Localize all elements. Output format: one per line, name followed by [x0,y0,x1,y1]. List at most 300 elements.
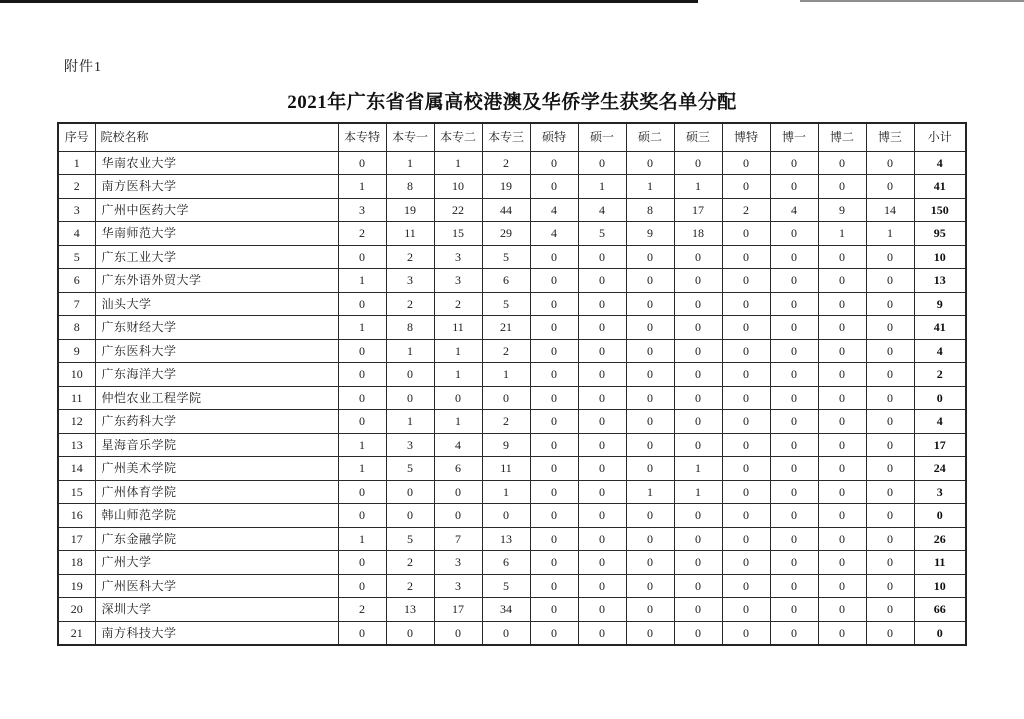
count-value: 0 [674,363,722,387]
table-row [58,598,966,622]
subtotal-value: 41 [914,316,966,340]
count-value: 1 [338,457,386,481]
count-value: 0 [866,151,914,175]
count-value: 5 [482,574,530,598]
count-value: 0 [866,433,914,457]
count-value: 1 [338,316,386,340]
count-value: 7 [434,527,482,551]
school-name: 南方医科大学 [95,175,338,199]
count-value: 0 [578,410,626,434]
subtotal-value: 0 [914,386,966,410]
row-number: 2 [58,175,95,199]
count-value: 0 [626,269,674,293]
count-value: 3 [386,269,434,293]
count-value: 2 [338,222,386,246]
count-value: 0 [866,574,914,598]
count-value: 0 [722,433,770,457]
count-value: 0 [578,433,626,457]
column-header-11: 博特 [722,123,770,151]
count-value: 0 [674,245,722,269]
count-value: 3 [434,245,482,269]
school-name: 广东药科大学 [95,410,338,434]
school-name: 广东外语外贸大学 [95,269,338,293]
subtotal-value: 24 [914,457,966,481]
count-value: 13 [386,598,434,622]
count-value: 0 [530,151,578,175]
count-value: 0 [530,386,578,410]
count-value: 5 [578,222,626,246]
school-name: 广州大学 [95,551,338,575]
row-number: 20 [58,598,95,622]
table-row [58,339,966,363]
count-value: 0 [818,457,866,481]
table-row [58,245,966,269]
count-value: 0 [674,504,722,528]
count-value: 0 [866,527,914,551]
table-row [58,480,966,504]
count-value: 0 [722,245,770,269]
count-value: 0 [626,363,674,387]
count-value: 17 [434,598,482,622]
count-value: 0 [386,363,434,387]
count-value: 2 [434,292,482,316]
school-name: 广州体育学院 [95,480,338,504]
count-value: 6 [482,551,530,575]
count-value: 0 [434,386,482,410]
count-value: 0 [530,410,578,434]
count-value: 1 [866,222,914,246]
count-value: 0 [722,292,770,316]
count-value: 0 [770,551,818,575]
column-header-2: 院校名称 [95,123,338,151]
count-value: 0 [530,574,578,598]
table-row [58,410,966,434]
count-value: 0 [338,245,386,269]
count-value: 1 [338,527,386,551]
count-value: 1 [674,480,722,504]
count-value: 0 [626,551,674,575]
count-value: 0 [338,504,386,528]
count-value: 1 [386,339,434,363]
count-value: 5 [386,457,434,481]
subtotal-value: 10 [914,574,966,598]
count-value: 0 [338,410,386,434]
count-value: 0 [578,316,626,340]
count-value: 2 [386,574,434,598]
column-header-4: 本专一 [386,123,434,151]
count-value: 0 [818,245,866,269]
count-value: 3 [434,269,482,293]
count-value: 0 [770,363,818,387]
count-value: 0 [770,480,818,504]
scan-artifact-top-right [800,0,1024,2]
count-value: 0 [818,175,866,199]
count-value: 0 [818,598,866,622]
count-value: 0 [866,316,914,340]
subtotal-value: 4 [914,410,966,434]
table-body [58,151,966,645]
count-value: 0 [530,598,578,622]
count-value: 13 [482,527,530,551]
count-value: 2 [722,198,770,222]
count-value: 3 [434,574,482,598]
count-value: 0 [530,504,578,528]
count-value: 0 [386,504,434,528]
table-row [58,527,966,551]
count-value: 5 [482,245,530,269]
table-row [58,386,966,410]
attachment-label: 附件1 [64,60,102,75]
column-header-1: 序号 [58,123,95,151]
count-value: 0 [770,386,818,410]
subtotal-value: 26 [914,527,966,551]
count-value: 0 [818,527,866,551]
row-number: 14 [58,457,95,481]
count-value: 9 [818,198,866,222]
subtotal-value: 17 [914,433,966,457]
count-value: 8 [386,175,434,199]
count-value: 0 [818,504,866,528]
school-name: 星海音乐学院 [95,433,338,457]
count-value: 0 [770,527,818,551]
subtotal-value: 4 [914,151,966,175]
count-value: 0 [818,574,866,598]
count-value: 6 [482,269,530,293]
table-row [58,433,966,457]
count-value: 0 [674,292,722,316]
count-value: 0 [386,386,434,410]
row-number: 16 [58,504,95,528]
school-name: 广东海洋大学 [95,363,338,387]
count-value: 0 [530,457,578,481]
count-value: 0 [338,480,386,504]
count-value: 0 [482,386,530,410]
row-number: 19 [58,574,95,598]
count-value: 1 [818,222,866,246]
row-number: 10 [58,363,95,387]
row-number: 5 [58,245,95,269]
count-value: 0 [818,480,866,504]
count-value: 1 [482,363,530,387]
school-name: 深圳大学 [95,598,338,622]
subtotal-value: 3 [914,480,966,504]
count-value: 0 [530,269,578,293]
row-number: 7 [58,292,95,316]
column-header-15: 小计 [914,123,966,151]
count-value: 0 [674,598,722,622]
count-value: 0 [578,292,626,316]
count-value: 0 [818,551,866,575]
school-name: 仲恺农业工程学院 [95,386,338,410]
count-value: 0 [770,574,818,598]
count-value: 1 [338,269,386,293]
count-value: 0 [626,339,674,363]
count-value: 0 [530,292,578,316]
count-value: 14 [866,198,914,222]
row-number: 4 [58,222,95,246]
count-value: 1 [674,175,722,199]
count-value: 0 [722,621,770,645]
count-value: 1 [578,175,626,199]
count-value: 0 [722,222,770,246]
count-value: 0 [674,527,722,551]
school-name: 广东工业大学 [95,245,338,269]
count-value: 0 [578,504,626,528]
school-name: 广州美术学院 [95,457,338,481]
column-header-13: 博二 [818,123,866,151]
count-value: 0 [530,480,578,504]
column-header-5: 本专二 [434,123,482,151]
count-value: 2 [482,410,530,434]
count-value: 0 [578,480,626,504]
count-value: 1 [626,480,674,504]
subtotal-value: 9 [914,292,966,316]
count-value: 0 [578,269,626,293]
count-value: 6 [434,457,482,481]
column-header-8: 硕一 [578,123,626,151]
count-value: 1 [338,175,386,199]
table-row [58,574,966,598]
count-value: 8 [386,316,434,340]
page-title: 2021年广东省省属高校港澳及华侨学生获奖名单分配 [287,92,737,113]
count-value: 2 [338,598,386,622]
row-number: 6 [58,269,95,293]
subtotal-value: 0 [914,504,966,528]
table-row [58,457,966,481]
count-value: 11 [386,222,434,246]
table-row [58,175,966,199]
count-value: 22 [434,198,482,222]
count-value: 0 [674,386,722,410]
count-value: 0 [578,574,626,598]
count-value: 0 [770,269,818,293]
row-number: 17 [58,527,95,551]
count-value: 0 [722,363,770,387]
column-header-12: 博一 [770,123,818,151]
count-value: 0 [578,527,626,551]
count-value: 21 [482,316,530,340]
count-value: 0 [530,339,578,363]
table-row [58,269,966,293]
count-value: 0 [674,551,722,575]
count-value: 0 [770,222,818,246]
column-header-7: 硕特 [530,123,578,151]
count-value: 0 [722,551,770,575]
count-value: 0 [338,151,386,175]
count-value: 0 [770,339,818,363]
count-value: 0 [626,504,674,528]
row-number: 8 [58,316,95,340]
school-name: 南方科技大学 [95,621,338,645]
count-value: 18 [674,222,722,246]
count-value: 0 [866,292,914,316]
count-value: 0 [770,433,818,457]
count-value: 0 [818,292,866,316]
table-row [58,151,966,175]
count-value: 1 [434,363,482,387]
count-value: 11 [482,457,530,481]
subtotal-value: 66 [914,598,966,622]
count-value: 0 [338,339,386,363]
count-value: 0 [722,457,770,481]
count-value: 2 [482,151,530,175]
count-value: 9 [482,433,530,457]
count-value: 0 [866,175,914,199]
count-value: 1 [626,175,674,199]
count-value: 0 [674,621,722,645]
row-number: 13 [58,433,95,457]
count-value: 0 [626,386,674,410]
count-value: 0 [770,151,818,175]
count-value: 0 [626,574,674,598]
count-value: 0 [338,386,386,410]
count-value: 0 [434,621,482,645]
count-value: 0 [530,175,578,199]
row-number: 11 [58,386,95,410]
count-value: 0 [722,316,770,340]
count-value: 0 [578,245,626,269]
count-value: 2 [482,339,530,363]
count-value: 0 [434,504,482,528]
count-value: 0 [818,316,866,340]
count-value: 0 [866,339,914,363]
count-value: 0 [722,527,770,551]
count-value: 0 [770,621,818,645]
row-number: 21 [58,621,95,645]
award-allocation-table [57,122,967,646]
count-value: 0 [722,598,770,622]
count-value: 0 [434,480,482,504]
table-row [58,363,966,387]
count-value: 0 [626,598,674,622]
count-value: 3 [434,551,482,575]
count-value: 0 [578,621,626,645]
count-value: 1 [386,151,434,175]
count-value: 34 [482,598,530,622]
column-header-10: 硕三 [674,123,722,151]
count-value: 0 [626,457,674,481]
count-value: 0 [866,269,914,293]
count-value: 0 [338,292,386,316]
count-value: 9 [626,222,674,246]
school-name: 广州中医药大学 [95,198,338,222]
row-number: 18 [58,551,95,575]
count-value: 3 [386,433,434,457]
header-row [58,123,966,151]
count-value: 1 [386,410,434,434]
count-value: 0 [578,151,626,175]
count-value: 0 [722,574,770,598]
count-value: 0 [722,269,770,293]
count-value: 0 [338,551,386,575]
count-value: 0 [674,151,722,175]
count-value: 1 [482,480,530,504]
count-value: 0 [866,551,914,575]
count-value: 2 [386,245,434,269]
school-name: 华南农业大学 [95,151,338,175]
count-value: 44 [482,198,530,222]
count-value: 4 [530,198,578,222]
subtotal-value: 4 [914,339,966,363]
count-value: 0 [674,433,722,457]
count-value: 0 [866,386,914,410]
subtotal-value: 13 [914,269,966,293]
table-row [58,292,966,316]
count-value: 0 [674,269,722,293]
count-value: 0 [530,551,578,575]
count-value: 0 [482,621,530,645]
count-value: 0 [818,269,866,293]
count-value: 11 [434,316,482,340]
count-value: 17 [674,198,722,222]
count-value: 3 [338,198,386,222]
count-value: 0 [866,504,914,528]
count-value: 19 [482,175,530,199]
row-number: 9 [58,339,95,363]
count-value: 0 [770,504,818,528]
count-value: 0 [578,598,626,622]
count-value: 0 [482,504,530,528]
count-value: 0 [626,292,674,316]
count-value: 2 [386,551,434,575]
count-value: 5 [386,527,434,551]
count-value: 0 [626,433,674,457]
count-value: 0 [386,480,434,504]
count-value: 2 [386,292,434,316]
count-value: 4 [434,433,482,457]
count-value: 0 [770,457,818,481]
count-value: 0 [674,410,722,434]
school-name: 广东金融学院 [95,527,338,551]
count-value: 1 [338,433,386,457]
count-value: 0 [818,433,866,457]
column-header-9: 硕二 [626,123,674,151]
count-value: 0 [530,527,578,551]
count-value: 0 [770,410,818,434]
school-name: 韩山师范学院 [95,504,338,528]
row-number: 12 [58,410,95,434]
count-value: 0 [866,621,914,645]
school-name: 汕头大学 [95,292,338,316]
table-row [58,316,966,340]
count-value: 0 [626,245,674,269]
count-value: 4 [770,198,818,222]
count-value: 0 [818,151,866,175]
count-value: 0 [770,598,818,622]
count-value: 0 [722,504,770,528]
count-value: 0 [626,527,674,551]
subtotal-value: 150 [914,198,966,222]
count-value: 0 [866,363,914,387]
count-value: 0 [530,245,578,269]
table-row [58,222,966,246]
count-value: 0 [818,410,866,434]
count-value: 1 [434,339,482,363]
count-value: 0 [674,316,722,340]
count-value: 0 [818,339,866,363]
count-value: 0 [722,386,770,410]
count-value: 0 [722,339,770,363]
table-row [58,504,966,528]
column-header-6: 本专三 [482,123,530,151]
count-value: 0 [866,410,914,434]
count-value: 0 [338,574,386,598]
count-value: 0 [770,316,818,340]
subtotal-value: 95 [914,222,966,246]
subtotal-value: 2 [914,363,966,387]
count-value: 0 [770,175,818,199]
count-value: 0 [578,363,626,387]
